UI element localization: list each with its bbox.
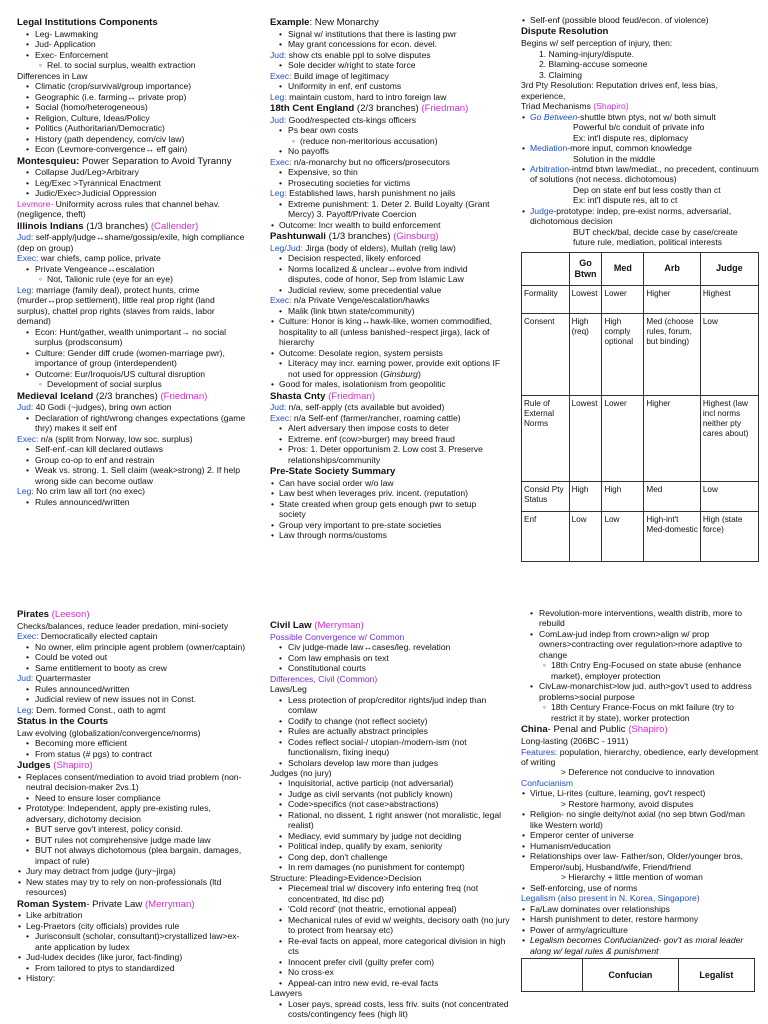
list-item: • Like arbitration [17,910,249,920]
list-item: • Arbitration-intmd btwn law/mediat., no precedent, continuum of solutions (not necess. dichotomous) [521,164,759,185]
subheading: Judges (no jury) [270,768,332,778]
list-item: • Scholars develop law more than judges [270,758,510,768]
paragraph: Leg: Established laws, harsh punishment no jails [270,188,456,199]
list-item: • Same entitlement to booty as crew [17,663,249,673]
list-item: • Less protection of prop/creditor rights/jud indep than comlaw [270,695,510,716]
paragraph: Leg: Dem. formed Const., oath to agmt [17,704,166,715]
list-item: • Econ: Hunt/gather, wealth unimportant→ no social surplus (prodsconsum) [17,327,249,348]
list-item: • Group very important to pre-state societies [270,520,502,530]
paragraph: Features: population, hierarchy, obedience, early development of writing [521,746,759,767]
list-item: • Judicial review, some precedential value [270,285,502,295]
list-item: • History: [17,973,249,983]
list-item: • Com law emphasis on text [270,653,510,663]
list-item: ◦ 18th Cntry Eng-Focused on state abuse (enhance market), employer protection [521,660,759,681]
confucian-legalist-table [521,958,755,992]
heading: Status in the Courts [17,716,109,728]
list-item: • Rules announced/written [17,684,249,694]
list-item: • Outcome: Incr wealth to build enforcement [270,220,502,230]
paragraph: Long-lasting (206BC - 1911) [521,736,629,747]
list-item: • Becoming more efficient [17,738,249,748]
table-cell: Highest (law incl norms neither pty cares about) [700,395,758,481]
list-item: • Power of army/agriculture [521,925,759,935]
list-item: • Collapse Jud/Leg>Arbitrary [17,167,249,177]
list-item: • Need to ensure loser compliance [17,793,249,803]
table-header-row [522,959,755,992]
list-item: • Replaces consent/mediation to avoid triad problem (non-neutral decision-maker 2vs.1) [17,772,249,793]
subheading: Lawyers [270,988,302,999]
list-item: • Religion- no single deity/not axial (no sep btwn God/man like Western world) [521,809,759,830]
list-item: 1. Naming-injury/dispute. [539,48,635,59]
list-item: • Self-enf (possible blood feud/econ. of violence) [521,16,759,25]
list-item: • Culture: Honor is king↔hawk-like, women commodified, hospitality to all (unless banished~respect jirga), lack of hierarchy [270,316,502,347]
list-item: Solution in the middle [573,153,656,164]
table-cell: High (state force) [700,511,758,561]
list-item: • From status (# pgs) to contract [17,749,249,759]
paragraph: > Deference not conducive to innovation [561,767,715,778]
list-item: • Culture: Gender diff crude (women-marriage pwr), importance of group (interdependent) [17,348,249,369]
list-item: • Judge as civil servants (not publicly known) [270,789,510,799]
list-item: • Political indep, qualify by exam, seniority [270,841,510,851]
subheading: Differences in Law [17,70,88,81]
subheading: Structure: Pleading>Evidence>Decision [270,872,422,883]
subheading: Laws/Leg [270,684,307,695]
list-item: • Rules are actually abstract principles [270,726,510,736]
subheading: Differences, Civil (Common) [270,673,378,684]
table-cell: High-int't Med-domestic [644,511,701,561]
paragraph: Leg: marriage (family deal), protect hunts, crime (murder↔prop settlement), little real prop right (land surplus), chattel prop rights (slaves from raids, labor demand) [17,284,215,327]
column-3 [521,16,759,576]
table-cell: Lower [602,395,644,481]
paragraph: Begins w/ self perception of injury, then: [521,38,673,49]
list-item: • Judic/Exec>Judicial Oppression [17,188,249,198]
list-item: • Cong dep, don't challenge [270,852,510,862]
paragraph: 3rd Pty Resolution: Reputation drives enf, less bias, experience, [521,80,718,101]
list-item: • Weak vs. strong. 1. Sell claim (weak>strong) 2. If help wrong side can become outlaw [17,465,249,486]
list-item: • Law best when leverages priv. incent. (reputation) [270,488,502,498]
paragraph: Exec: n/a Private Venge/escalation/hawks [270,295,430,306]
list-item: • New states may try to rely on non-professionals (ltd resources) [17,877,249,898]
list-item: ◦ Development of social surplus [17,379,249,389]
table-cell: High [602,481,644,511]
list-item: • May grant concessions for econ. devel. [270,39,502,49]
list-item: • Loser pays, spread costs, less friv. suits (not concentrated costs/contingency fees (high lit) [270,999,510,1020]
list-item: • State created when group gets enough pwr to setup society [270,499,502,520]
table-cell: Rule of External Norms [522,395,570,481]
table-cell: Low [700,313,758,395]
list-item: • Outcome: Desolate region, system persists [270,348,502,358]
list-item: • Leg-Praetors (city officials) provides rule [17,921,249,931]
table-header-cell: Confucian [583,959,679,992]
table-header-cell: Go Btwn [569,252,602,285]
list-item: 3. Claiming [539,69,582,80]
list-item: • Sole decider w/right to state force [270,60,502,70]
list-item: • History (path dependency, com/civ law) [17,134,249,144]
list-item: • Re-eval facts on appeal, more categorical division in high cts [270,936,510,957]
list-item: • Jurisconsult (scholar, consultant)>crystallized law>ex-ante application by ludex [17,931,249,952]
heading: Pre-State Society Summary [270,466,396,478]
heading: Medieval Iceland (2/3 branches) (Friedman) [17,390,208,402]
heading: Illinois Indians (1/3 branches) (Callender) [17,220,199,232]
table-header-cell: Judge [700,252,758,285]
list-item: • Law through norms/customs [270,530,502,540]
list-item: • Uniformity in enf, enf customs [270,81,502,91]
list-item: • Can have social order w/o law [270,478,502,488]
table-row [522,285,759,313]
list-item: • Ps bear own costs [270,125,502,135]
list-item: • Politics (Authoritarian/Democratic) [17,123,249,133]
list-item: • Prototype: Independent, apply pre-existing rules, adversary, dichotomy decision [17,803,249,824]
subheading: Confucianism [521,777,574,788]
list-item: 2. Blaming-accuse someone [539,59,648,70]
list-item: BUT check/bal, decide case by case/create future rule, mediation, political interests [573,226,738,248]
paragraph: Leg/Jud: Jirga (body of elders), Mullah (relig law) [270,242,456,253]
list-item: • Leg/Exec >Tyrannical Enactment [17,178,249,188]
table-cell: Consid Pty Status [522,481,570,511]
heading: Judges (Shapiro) [17,760,93,772]
list-item: • Judicial review of new issues not in Const. [17,694,249,704]
paragraph: Exec: n/a Self-enf (farmer/rancher, roaming cattle) [270,412,461,423]
paragraph: Exec: n/a-monarchy but no officers/prosecutors [270,156,450,167]
list-item: • Jury may detract from judge (jury~jirga) [17,866,249,876]
table-cell: Med [644,481,701,511]
heading: China- Penal and Public (Shapiro) [521,724,668,736]
list-item: • Rational, no dissent, 1 right answer (not moralistic, legal realist) [270,810,510,831]
list-item: Powerful b/c conduit of private info [573,122,705,133]
list-item: ◦ Not, Talionic rule (eye for an eye) [17,274,249,284]
list-item: • Prosecuting societies for victims [270,178,502,188]
list-item: • Climatic (crop/survival/group importance) [17,81,249,91]
list-item: • Fa/Law dominates over relationships [521,904,759,914]
paragraph: Levmore- Uniformity across rules that channel behav. (negligence, theft) [17,198,220,220]
list-item: • No owner, elim principle agent problem (owner/captain) [17,642,249,652]
table-cell: Highest [700,285,758,313]
mechanism-comparison-table [521,252,759,562]
table-cell: Consent [522,313,570,395]
paragraph: Exec: Build image of legitimacy [270,70,389,81]
list-item: • Jud- Application [17,39,249,49]
list-item: • Econ (Levmore-convergence↔ eff gain) [17,144,249,154]
list-item: • Appeal-can intro new evid, re-eval facts [270,978,510,988]
table-cell: High comply optional [602,313,644,395]
table-cell: High (req) [569,313,602,395]
subheading: Possible Convergence w/ Common [270,631,405,642]
list-item: • ComLaw-jud indep from crown>align w/ prop owners>contracting over regulation>more adaptive to change [521,629,759,660]
paragraph: Leg: No crim law all tort (no exec) [17,486,146,497]
table-row [522,395,759,481]
list-item: • Signal w/ institutions that there is lasting pwr [270,29,502,39]
list-item: • Revolution-more interventions, wealth distrib, more to rebuild [521,608,759,629]
list-item: • BUT serve gov't interest, policy consid. [17,824,249,834]
list-item: • Virtue, Li-rites (culture, learning, gov't respect) [521,788,759,798]
list-item: Ex: int'l dispute res, alt to ct [573,195,678,206]
column-2 [270,16,502,576]
list-item: • Code>specifics (not case>abstractions) [270,799,510,809]
list-item: ◦ (reduce non-meritorious accusation) [270,136,502,146]
heading: Roman System- Private Law (Merryman) [17,898,195,910]
table-cell: Lowest [569,285,602,313]
list-item: > Hierarchy + little mention of woman [561,872,703,883]
list-item: • Judge-prototype: indep, pre-exist norms, adversarial, dichotomous decision [521,206,759,227]
heading: Dispute Resolution [521,26,609,38]
heading: Legal Institutions Components [17,17,158,28]
list-item: • No payoffs [270,146,502,156]
list-item: • Alert adversary then impose costs to deter [270,423,502,433]
list-item: > Restore harmony, avoid disputes [561,798,694,809]
list-item: • Innocent prefer civil (guilty prefer com) [270,957,510,967]
table-header-cell: Legalist [678,959,754,992]
table-row [522,481,759,511]
list-item: • Rules announced/written [17,497,249,507]
paragraph: Jud: n/a, self-apply (cts available but avoided) [270,402,445,413]
subheading: Legalism (also present in N. Korea, Singapore) [521,893,700,904]
heading: Pashtunwali (1/3 branches) (Ginsburg) [270,231,439,243]
list-item: • Civ judge-made law↔cases/leg. revelation [270,642,510,652]
list-item: • Codes reflect social-/ utopian-/modern-ism (not functionalism, fixing inequ) [270,737,510,758]
column-5 [270,619,510,1024]
paragraph: Jud: self-apply/judge↔shame/gossip/exile, high compliance (dep on group) [17,232,245,253]
heading: Pirates (Leeson) [17,609,90,620]
list-item: • Harsh punishment to deter, restore harmony [521,914,759,924]
heading: 18th Cent England (2/3 branches) (Friedman) [270,103,469,115]
table-cell: Formality [522,285,570,313]
table-row [522,313,759,395]
list-item: • Malik (link btwn state/community) [270,306,502,316]
table-header-row [522,252,759,285]
list-item: • CivLaw-monarchist>low jud. auth>gov't used to address problems>social purpose [521,681,759,702]
list-item: • Decision respected, likely enforced [270,253,502,263]
table-cell: Higher [644,285,701,313]
list-item: • Norms localized & unclear↔evolve from individ disputes, code of honor, Sep from Islamic Law [270,264,502,285]
list-item: • BUT not always dichotomous (plea bargain, damages, impact of rule) [17,845,249,866]
table-header-cell [522,959,583,992]
paragraph: Leg: maintain custom, hard to intro foreign law [270,91,447,102]
list-item: • Self-enf.-can kill declared outlaws [17,444,249,454]
list-item: • Good for males, isolationism from geopolitic [270,379,502,389]
paragraph: Checks/balances, reduce leader predation, mini-society [17,620,229,631]
list-item: • Emperor center of universe [521,830,759,840]
list-item: • From tailored to ptys to standardized [17,963,249,973]
list-item: • Could be voted out [17,652,249,662]
list-item: • Expensive, so thin [270,167,502,177]
table-cell: Lower [602,285,644,313]
table-cell: High [569,481,602,511]
list-item: • Humanism/education [521,841,759,851]
list-item: • Extreme. enf (cow>burger) may breed fraud [270,434,502,444]
column-4 [17,608,249,1024]
list-item: • Outcome: Eur/Iroquois/US cultural disruption [17,369,249,379]
table-row [522,511,759,561]
list-item: • Codify to change (not reflect society) [270,716,510,726]
column-1 [17,16,249,576]
list-item: • Jud-ludex decides (like juror, fact-finding) [17,952,249,962]
paragraph: Triad Mechanisms (Shapiro) [521,101,629,112]
list-item: ◦ Rel. to social surplus, wealth extraction [17,60,249,70]
table-cell: Lowest [569,395,602,481]
table-cell: Higher [644,395,701,481]
list-item: • Constitutional courts [270,663,510,673]
list-item: ◦ 18th Century France-Focus on mkt failure (try to restrict it by state), worker protection [521,702,759,723]
list-item: Dep on state enf but less costly than ct [573,184,721,195]
paragraph: Exec: n/a (split from Norway, low soc. surplus) [17,433,193,444]
list-item: • Self-enforcing, use of norms [521,883,759,893]
table-header-cell: Med [602,252,644,285]
list-item: • Private Vengeance↔escalation [17,264,249,274]
heading: Montesquieu: Power Separation to Avoid Tyranny [17,155,232,167]
list-item: • BUT rules not comprehensive judge made law [17,835,249,845]
heading: Example: New Monarchy [270,17,379,28]
paragraph: Law evolving (globalization/convergence/norms) [17,727,201,738]
list-item: • Extreme punishment: 1. Deter 2. Build Loyalty (Grant Mercy) 3. Payoff/Private Coercion [270,199,502,220]
list-item: • Go Between-shuttle btwn ptys, not w/ both simult [521,112,759,122]
list-item: • Pros: 1. Deter opportunism 2. Low cost 3. Preserve relationships/community [270,444,502,465]
list-item: • Exec- Enforcement [17,50,249,60]
paragraph: Jud: show cts enable ppl to solve disputes [270,49,431,60]
list-item: • Piecemeal trial w/ discovery info entering freq (not concentrated, ltd disc pd) [270,883,510,904]
column-6 [521,608,759,1024]
list-item: • Geographic (i.e. farming↔ private prop) [17,92,249,102]
list-item: • Declaration of right/wrong changes expectations (game thry) makes it self enf [17,413,249,434]
paragraph: Jud: 40 Godi (~judges), bring own action [17,402,172,413]
list-item: • Mechanical rules of evid w/ weights, decisory oath (no jury to protect from hearsay etc) [270,915,510,936]
list-item: • Literacy may incr. earning power, provide exit options IF not used for oppression (Ginsburg) [270,358,502,379]
list-item: • Mediacy, evid summary by judge not deciding [270,831,510,841]
table-cell: Enf [522,511,570,561]
list-item: • No cross-ex [270,967,510,977]
table-cell: Low [602,511,644,561]
heading: Civil Law (Merryman) [270,620,364,631]
table-header-cell [522,252,570,285]
list-item: • In rem damages (no punishment for contempt) [270,862,510,872]
list-item: • Group co-op to enf and restrain [17,455,249,465]
list-item: Ex: int'l dispute res, diplomacy [573,132,689,143]
table-cell: Med (choose rules, forum, but binding) [644,313,701,395]
list-item: • 'Cold record' (not theatric, emotional appeal) [270,904,510,914]
list-item: • Inquisitorial, active particip (not adversarial) [270,778,510,788]
list-item: • Relationships over law- Father/son, Older/younger bros, Emperor/subj, Husband/wife, Friend/friend [521,851,759,872]
paragraph: Jud: Quartermaster [17,673,92,684]
list-item: • Legalism becomes Confucianized- gov't as moral leader along w/ legal rules & punishment [521,935,759,956]
table-header-cell: Arb [644,252,701,285]
heading: Shasta Cnty (Friedman) [270,390,376,402]
table-cell: Low [700,481,758,511]
table-cell: Low [569,511,602,561]
list-item: • Social (homo/heterogeneous) [17,102,249,112]
list-item: • Religion, Culture, Ideas/Policy [17,113,249,123]
paragraph: Exec: Democratically elected captain [17,631,158,642]
list-item: • Mediation-more input, common knowledge [521,143,759,153]
paragraph: Jud: Good/respected cts-kings officers [270,114,417,125]
paragraph: Exec: war chiefs, camp police, private [17,253,161,264]
list-item: • Leg- Lawmaking [17,29,249,39]
